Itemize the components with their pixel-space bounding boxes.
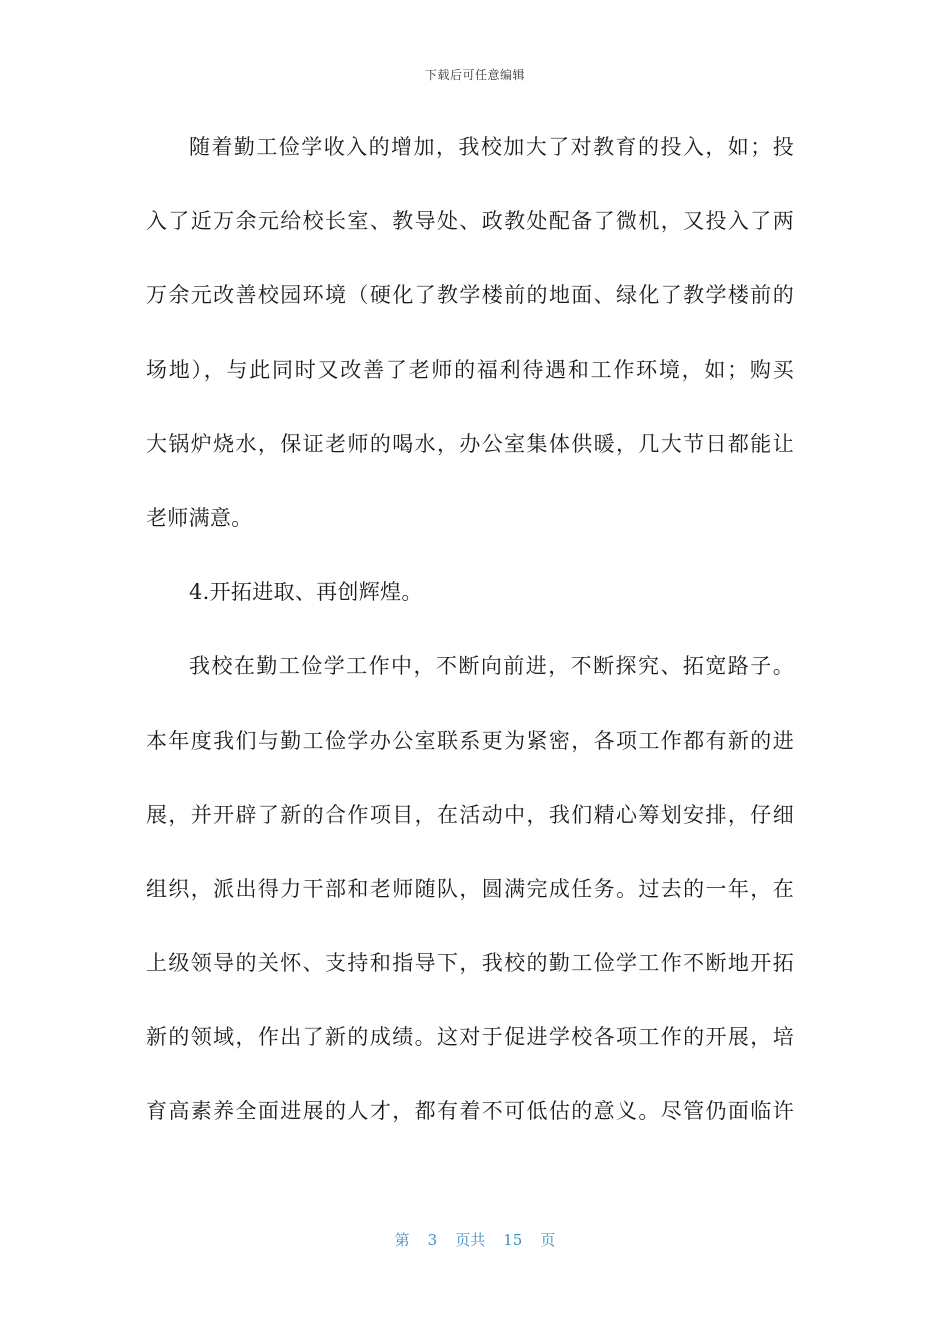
paragraph-line-13: 新的领域，作出了新的成绩。这对于促进学校各项工作的开展，培 — [146, 1025, 794, 1050]
paragraph-line-5: 大锅炉烧水，保证老师的喝水，办公室集体供暖，几大节日都能让 — [146, 431, 794, 456]
footer-middle: 页共 — [455, 1231, 486, 1249]
section-heading: 4.开拓进取、再创辉煌。 — [189, 580, 423, 605]
document-body — [146, 126, 794, 1165]
footer-prefix: 第 — [394, 1231, 410, 1249]
paragraph-line-12: 上级领导的关怀、支持和指导下，我校的勤工俭学工作不断地开拓 — [146, 951, 794, 976]
footer-current-page: 3 — [427, 1231, 438, 1249]
paragraph-line-6: 老师满意。 — [146, 505, 253, 530]
footer-total-pages: 15 — [503, 1231, 523, 1249]
paragraph-line-10: 展，并开辟了新的合作项目，在活动中，我们精心筹划安排，仔细 — [146, 802, 794, 827]
footer-suffix: 页 — [540, 1231, 556, 1249]
paragraph-line-2: 入了近万余元给校长室、教导处、政教处配备了微机，又投入了两 — [146, 209, 794, 234]
paragraph-line-4: 场地），与此同时又改善了老师的福利待遇和工作环境，如；购买 — [146, 357, 794, 382]
page-header-note: 下载后可任意编辑 — [424, 68, 525, 82]
paragraph-line-11: 组织，派出得力干部和老师随队，圆满完成任务。过去的一年，在 — [146, 876, 794, 901]
paragraph-line-8: 我校在勤工俭学工作中，不断向前进，不断探究、拓宽路子。 — [189, 654, 794, 679]
paragraph-line-9: 本年度我们与勤工俭学办公室联系更为紧密，各项工作都有新的进 — [146, 728, 794, 753]
paragraph-line-1: 随着勤工俭学收入的增加，我校加大了对教育的投入，如；投 — [189, 135, 794, 159]
page-footer — [0, 1229, 950, 1250]
paragraph-line-3: 万余元改善校园环境（硬化了教学楼前的地面、绿化了教学楼前的 — [146, 283, 794, 308]
paragraph-line-14: 育高素养全面进展的人才，都有着不可低估的意义。尽管仍面临许 — [146, 1099, 794, 1124]
